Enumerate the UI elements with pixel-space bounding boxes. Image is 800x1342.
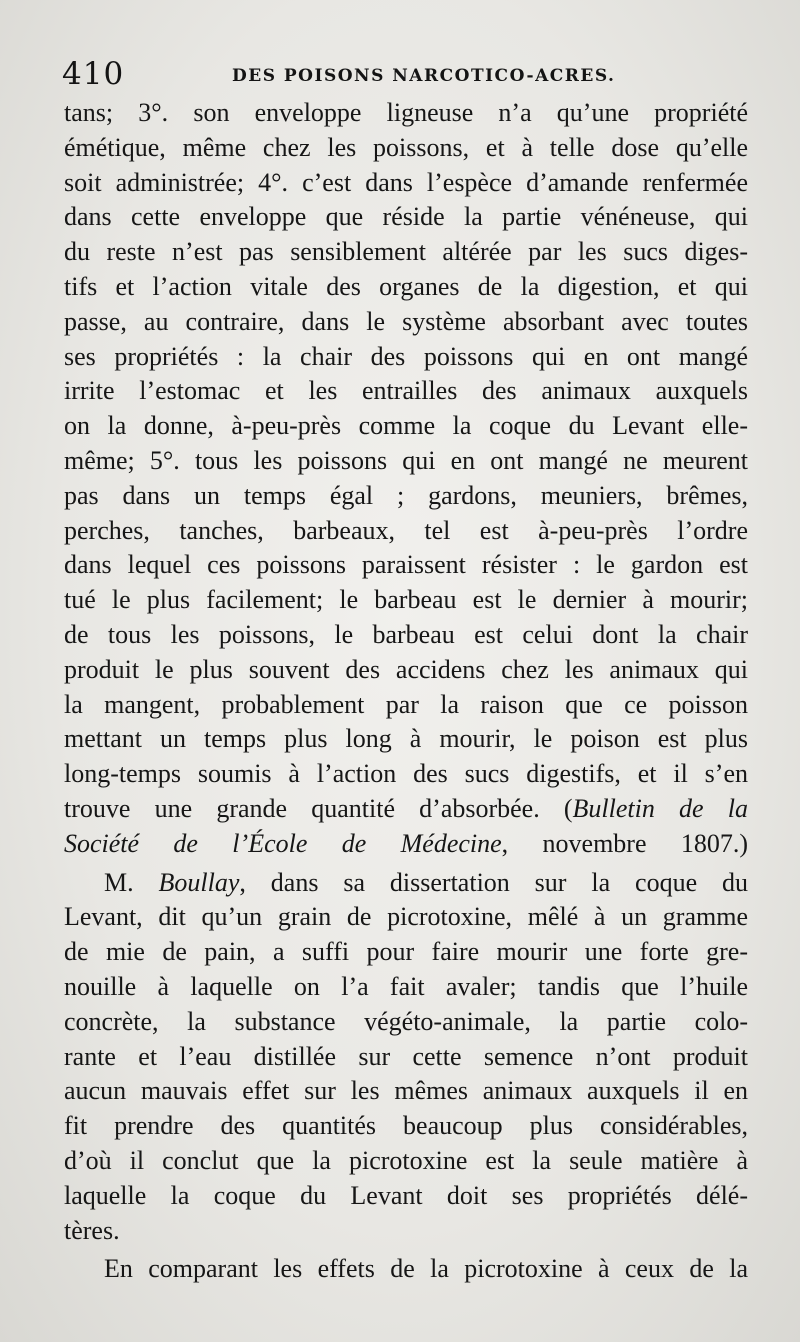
text-line: Levant, dit qu’un grain de picrotoxine, mêlé à un gramme xyxy=(64,902,748,932)
citation-date: , novembre 1807.) xyxy=(501,828,748,858)
text-line: tué le plus facilement; le barbeau est le dernier à mourir; xyxy=(64,585,748,615)
text-line: d’où il conclut que la picrotoxine est la seule matière à xyxy=(64,1145,748,1175)
text-line: fit prendre des quantités beaucoup plus considérables, xyxy=(64,1111,748,1141)
text-fragment: trouve une grande quantité d’absorbée. ( xyxy=(64,793,573,823)
text-line: passe, au contraire, dans le système absorbant avec toutes xyxy=(64,306,748,336)
page-number: 410 xyxy=(62,56,125,92)
text-line: émétique, même chez les poissons, et à telle dose qu’elle xyxy=(64,132,748,162)
text-line: on la donne, à-peu-près comme la coque du Levant elle- xyxy=(64,411,748,441)
text-fragment: , dans sa dissertation sur la coque du xyxy=(239,867,749,897)
text-line: tifs et l’action vitale des organes de la digestion, et qui xyxy=(64,271,748,301)
text-line: de mie de pain, a suffi pour faire mourir une forte gre- xyxy=(64,937,748,967)
text-line: produit le plus souvent des accidens chez les animaux qui xyxy=(64,654,748,684)
author-prefix: M. xyxy=(104,867,159,897)
citation-source: Bulletin de la xyxy=(572,793,748,823)
text-line-paragraph-start xyxy=(64,866,748,901)
text-line: aucun mauvais effet sur les mêmes animaux auxquels il en xyxy=(64,1076,748,1106)
text-line: même; 5°. tous les poissons qui en ont mangé ne meurent xyxy=(64,445,748,475)
citation-source-continued: Société de l’École de Médecine xyxy=(64,828,502,858)
text-line: pas dans un temps égal ; gardons, meuniers, brêmes, xyxy=(64,480,748,510)
text-line-paragraph-start: En comparant les effets de la picrotoxine à ceux de la xyxy=(104,1254,748,1284)
running-head: DES POISONS NARCOTICO-ACRES. xyxy=(232,66,616,86)
text-line: nouille à laquelle on l’a fait avaler; tandis que l’huile xyxy=(64,971,748,1001)
text-line: soit administrée; 4°. c’est dans l’espèce d’amande renfermée xyxy=(64,167,748,197)
text-line: la mangent, probablement par la raison que ce poisson xyxy=(64,689,748,719)
author-name: Boullay xyxy=(158,867,240,897)
text-line: dans lequel ces poissons paraissent résister : le gardon est xyxy=(64,550,748,580)
text-line-citation-end xyxy=(64,827,748,862)
text-line: concrète, la substance végéto-animale, la partie colo- xyxy=(64,1006,748,1036)
text-line: laquelle la coque du Levant doit ses propriétés délé- xyxy=(64,1180,748,1210)
text-line: irrite l’estomac et les entrailles des animaux auxquels xyxy=(64,376,748,406)
text-line: tans; 3°. son enveloppe ligneuse n’a qu’une propriété xyxy=(64,98,748,127)
text-line-citation-start xyxy=(64,792,748,827)
text-line-paragraph-end: tères. xyxy=(64,1215,120,1245)
text-line: rante et l’eau distillée sur cette semence n’ont produit xyxy=(64,1041,748,1071)
text-line: de tous les poissons, le barbeau est celui dont la chair xyxy=(64,619,748,649)
body-text xyxy=(64,96,748,1287)
text-line: du reste n’est pas sensiblement altérée par les sucs diges- xyxy=(64,237,748,267)
text-line: ses propriétés : la chair des poissons qui en ont mangé xyxy=(64,341,748,371)
text-line: perches, tanches, barbeaux, tel est à-peu-près l’ordre xyxy=(64,515,748,545)
page-header xyxy=(62,56,742,96)
text-line: long-temps soumis à l’action des sucs digestifs, et il s’en xyxy=(64,759,748,789)
text-line: mettant un temps plus long à mourir, le poison est plus xyxy=(64,724,748,754)
text-line: dans cette enveloppe que réside la partie vénéneuse, qui xyxy=(64,202,748,232)
